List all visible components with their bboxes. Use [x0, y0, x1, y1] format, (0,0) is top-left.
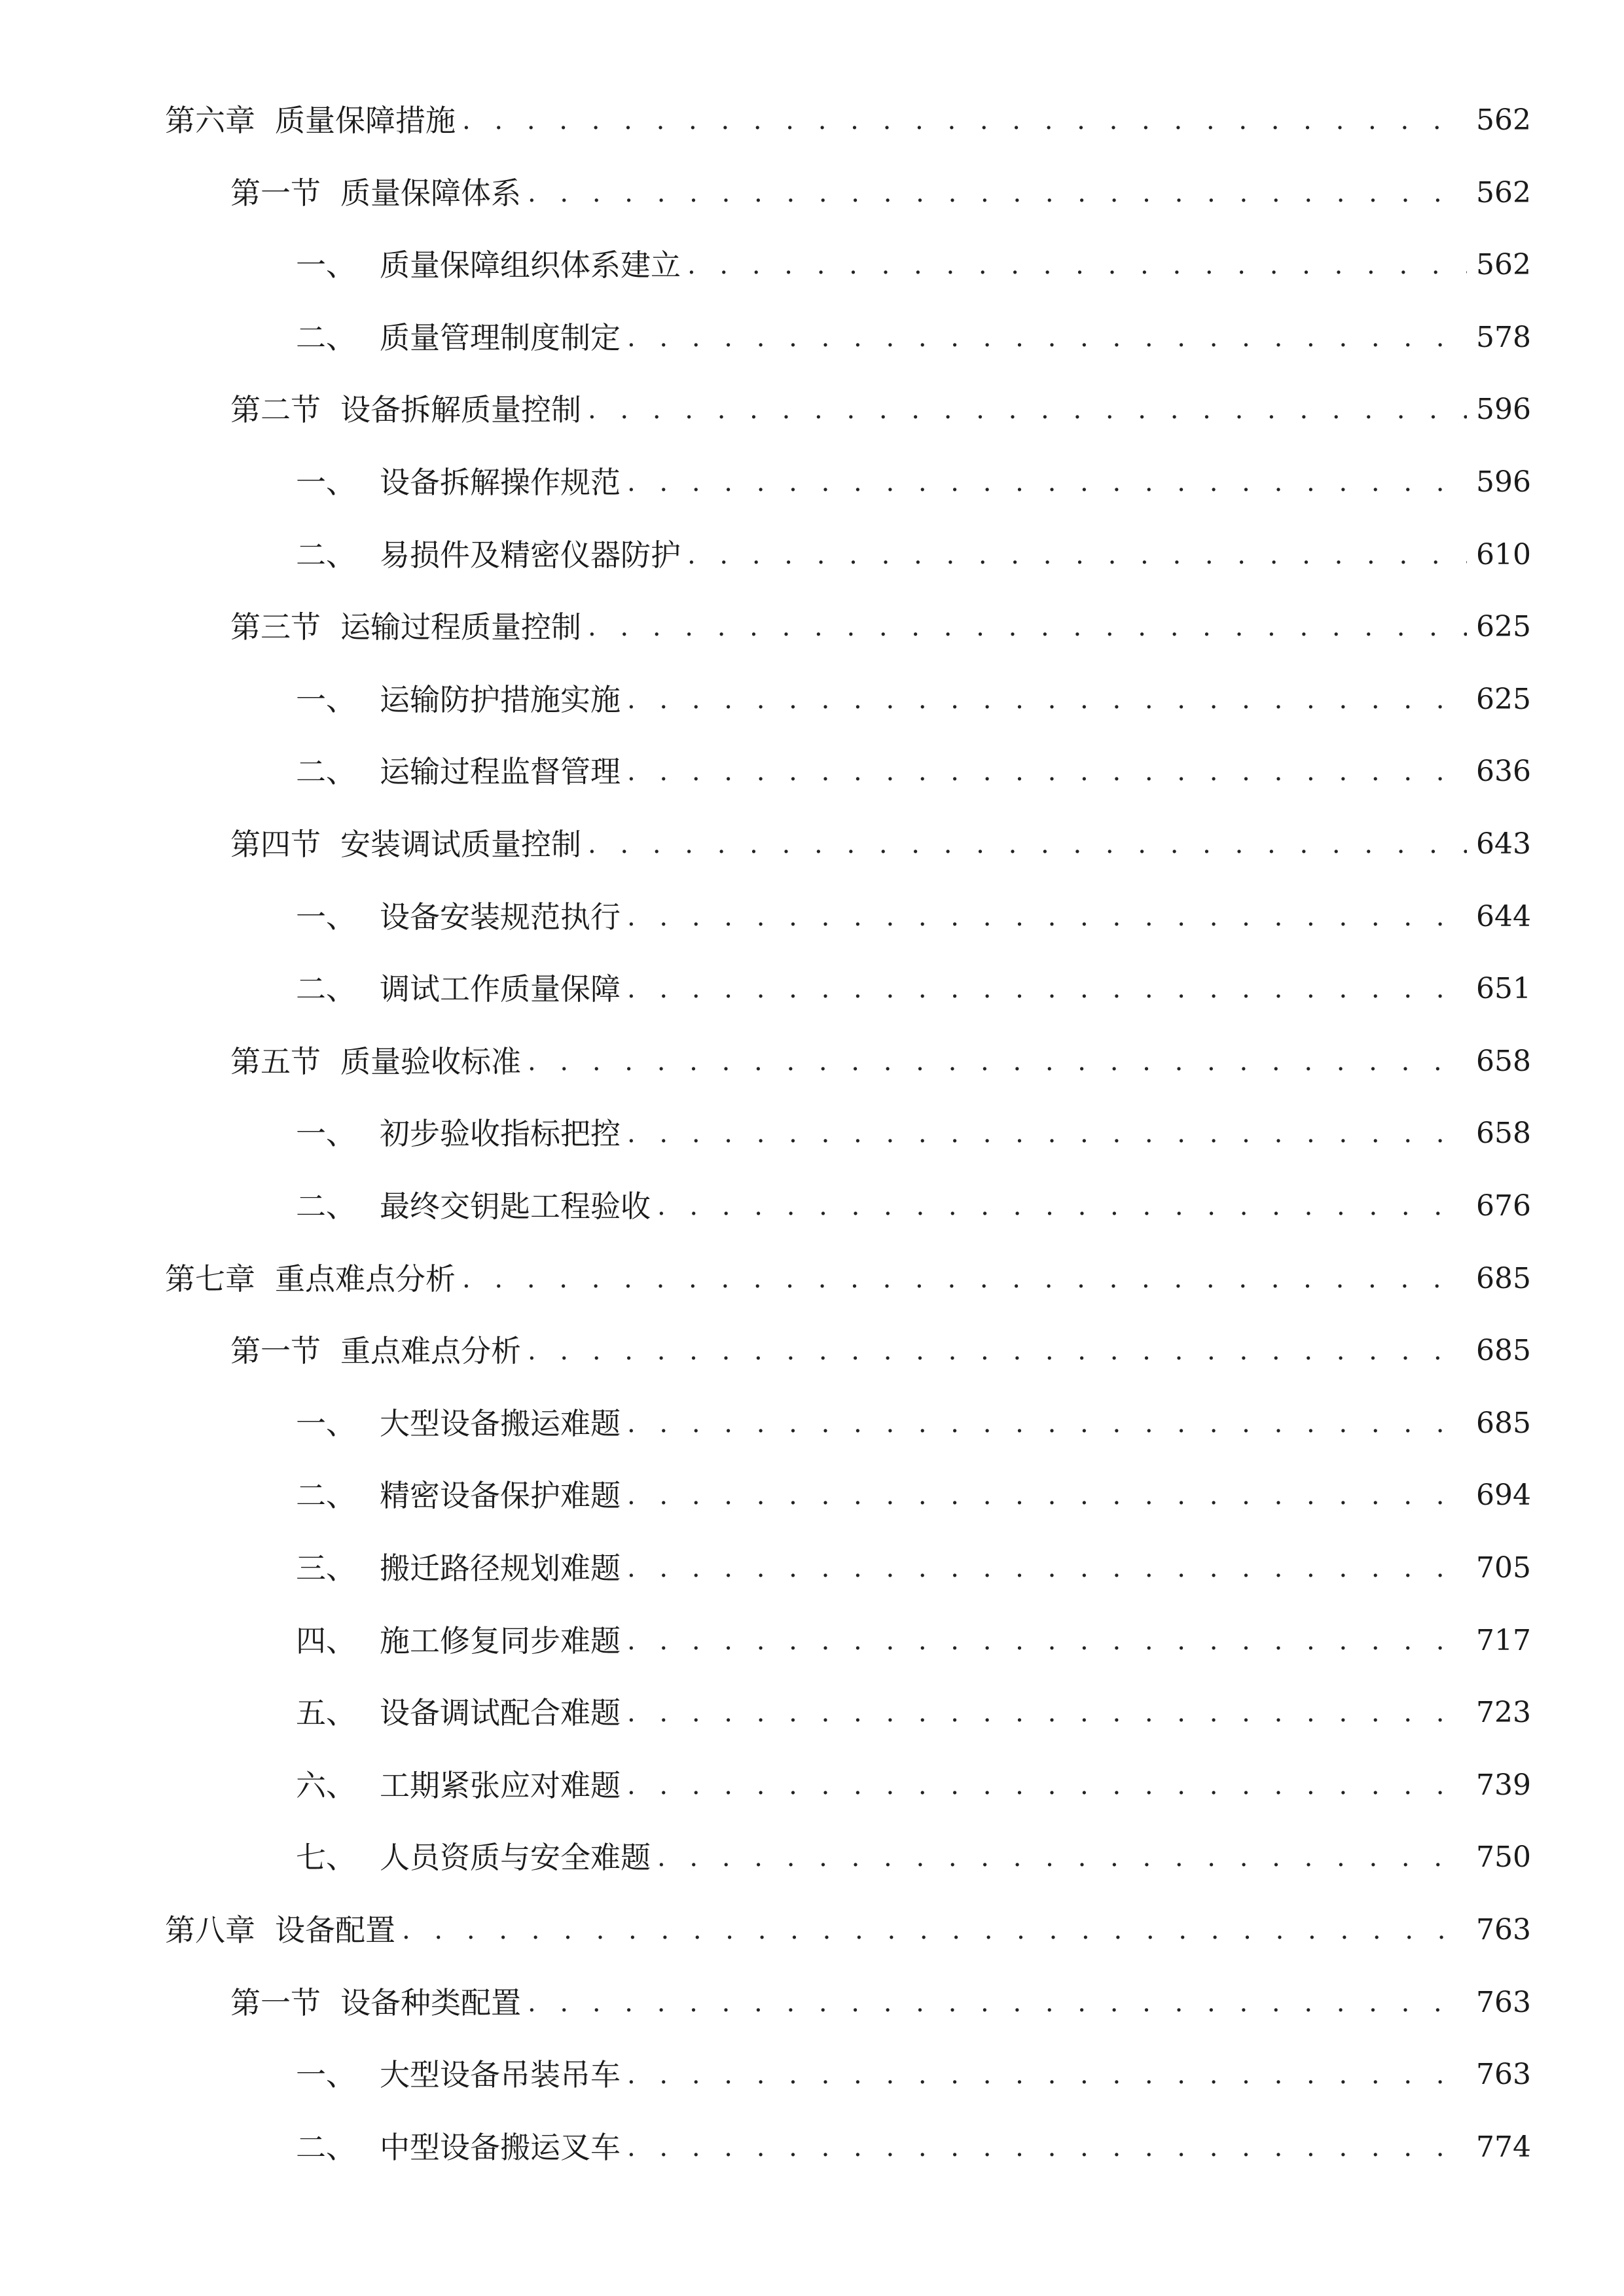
toc-entry-title: 运输过程质量控制: [340, 609, 581, 645]
toc-entry-title: 精密设备保护难题: [380, 1478, 621, 1514]
toc-entry-number: 第七章: [165, 1261, 255, 1297]
toc-page-number: 676: [1476, 1189, 1531, 1223]
toc-entry-label: [296, 531, 681, 579]
toc-dot-leader: [627, 1110, 1467, 1157]
toc-entry[interactable]: [296, 2051, 1531, 2098]
toc-entry-number: 五、: [296, 1695, 356, 1731]
toc-entry-title: 质量验收标准: [340, 1043, 521, 1079]
toc-entry[interactable]: [296, 1183, 1531, 1230]
toc-dot-leader: [588, 821, 1467, 868]
toc-dot-leader: [627, 893, 1467, 941]
toc-dot-leader: [627, 459, 1467, 506]
toc-entry[interactable]: [296, 459, 1531, 506]
toc-dot-leader: [627, 1472, 1467, 1519]
toc-dot-leader: [528, 1038, 1467, 1085]
toc-page-number: 651: [1476, 972, 1531, 1006]
toc-entry-number: 第八章: [165, 1912, 255, 1948]
toc-entry[interactable]: [296, 1545, 1531, 1592]
toc-entry-number: 第一节: [230, 175, 321, 211]
toc-entry-number: 二、: [296, 754, 356, 790]
toc-entry-label: [296, 1400, 621, 1447]
toc-entry-title: 质量管理制度制定: [380, 319, 621, 355]
toc-entry-number: 二、: [296, 537, 356, 573]
toc-entry-label: [230, 1979, 521, 2026]
toc-entry-label: [296, 1689, 621, 1736]
toc-entry[interactable]: [165, 1907, 1531, 1954]
toc-entry-number: 第一节: [230, 1333, 321, 1369]
toc-page-number: 774: [1476, 2130, 1531, 2164]
toc-page-number: 644: [1476, 899, 1531, 933]
toc-entry-label: [296, 748, 621, 795]
toc-page-number: 578: [1476, 320, 1531, 354]
toc-page-number: 717: [1476, 1623, 1531, 1657]
toc-page-number: 562: [1476, 248, 1531, 282]
toc-entry-label: [296, 893, 621, 941]
toc-page-number: 763: [1476, 1985, 1531, 2019]
toc-dot-leader: [462, 97, 1467, 144]
toc-dot-leader: [627, 676, 1467, 723]
toc-entry-label: [296, 1617, 621, 1664]
toc-page-number: 658: [1476, 1117, 1531, 1151]
toc-dot-leader: [657, 1183, 1467, 1230]
toc-page-number: 739: [1476, 1768, 1531, 1802]
toc-entry[interactable]: [296, 1400, 1531, 1447]
toc-entry[interactable]: [165, 97, 1531, 144]
toc-entry-label: [230, 1038, 521, 1085]
toc-page-number: 636: [1476, 755, 1531, 789]
toc-entry-number: 第六章: [165, 103, 255, 138]
toc-dot-leader: [627, 1762, 1467, 1809]
toc-entry-title: 设备配置: [275, 1912, 395, 1948]
toc-entry[interactable]: [230, 386, 1531, 433]
toc-dot-leader: [627, 2124, 1467, 2171]
toc-dot-leader: [687, 242, 1467, 289]
toc-entry-title: 工期紧张应对难题: [380, 1767, 621, 1803]
toc-entry-number: 二、: [296, 1189, 356, 1224]
toc-entry-label: [165, 1907, 395, 1954]
toc-entry[interactable]: [296, 1689, 1531, 1736]
toc-entry-number: 四、: [296, 1623, 356, 1659]
toc-entry[interactable]: [230, 603, 1531, 651]
toc-entry-label: [230, 170, 521, 217]
toc-entry-title: 安装调试质量控制: [340, 827, 581, 862]
toc-page-number: 685: [1476, 1406, 1531, 1440]
toc-entry[interactable]: [296, 1110, 1531, 1157]
toc-entry[interactable]: [296, 531, 1531, 579]
toc-entry-title: 调试工作质量保障: [380, 971, 621, 1007]
toc-entry-title: 大型设备吊装吊车: [380, 2057, 621, 2093]
toc-entry-title: 施工修复同步难题: [380, 1623, 621, 1659]
toc-entry-number: 三、: [296, 1551, 356, 1586]
toc-entry-title: 最终交钥匙工程验收: [380, 1189, 651, 1224]
toc-entry-label: [296, 676, 621, 723]
toc-dot-leader: [462, 1255, 1467, 1302]
toc-page-number: 562: [1476, 175, 1531, 209]
toc-entry-number: 一、: [296, 1116, 356, 1152]
toc-entry-number: 一、: [296, 1405, 356, 1441]
toc-entry[interactable]: [230, 1038, 1531, 1085]
toc-entry-title: 设备调试配合难题: [380, 1695, 621, 1731]
toc-entry-number: 第二节: [230, 392, 321, 428]
toc-dot-leader: [528, 170, 1467, 217]
toc-dot-leader: [627, 1617, 1467, 1664]
toc-dot-leader: [528, 1327, 1467, 1374]
toc-entry-title: 设备拆解操作规范: [380, 465, 621, 500]
toc-entry-label: [230, 603, 581, 651]
toc-dot-leader: [627, 314, 1467, 361]
toc-entry[interactable]: [165, 1255, 1531, 1302]
toc-page-number: 685: [1476, 1334, 1531, 1368]
toc-entry-number: 二、: [296, 2129, 356, 2165]
toc-entry-title: 运输过程监督管理: [380, 754, 621, 790]
toc-dot-leader: [528, 1979, 1467, 2026]
toc-entry[interactable]: [296, 2124, 1531, 2171]
toc-entry[interactable]: [296, 314, 1531, 361]
toc-dot-leader: [402, 1907, 1467, 1954]
toc-entry-number: 七、: [296, 1840, 356, 1876]
toc-page-number: 658: [1476, 1044, 1531, 1078]
toc-entry-label: [296, 314, 621, 361]
toc-entry-label: [296, 1183, 651, 1230]
toc-entry[interactable]: [296, 748, 1531, 795]
toc-dot-leader: [627, 2051, 1467, 2098]
toc-page-number: 685: [1476, 1261, 1531, 1295]
toc-entry-title: 设备种类配置: [340, 1984, 521, 2020]
toc-dot-leader: [627, 748, 1467, 795]
toc-entry-label: [165, 97, 456, 144]
toc-entry[interactable]: [296, 1762, 1531, 1809]
toc-page-number: 596: [1476, 465, 1531, 499]
toc-dot-leader: [627, 1400, 1467, 1447]
toc-page-number: 763: [1476, 1913, 1531, 1946]
toc-entry-title: 易损件及精密仪器防护: [380, 537, 681, 573]
toc-entry-number: 第五节: [230, 1043, 321, 1079]
toc-dot-leader: [588, 603, 1467, 651]
toc-entry[interactable]: [296, 676, 1531, 723]
toc-entry-label: [230, 821, 581, 868]
toc-dot-leader: [627, 1545, 1467, 1592]
toc-entry[interactable]: [296, 1472, 1531, 1519]
toc-dot-leader: [627, 965, 1467, 1013]
toc-entry-number: 第四节: [230, 827, 321, 862]
toc-entry[interactable]: [296, 1834, 1531, 1881]
toc-entry-title: 重点难点分析: [275, 1261, 456, 1297]
toc-page-number: 562: [1476, 103, 1531, 137]
toc-entry-title: 初步验收指标把控: [380, 1116, 621, 1152]
toc-dot-leader: [627, 1689, 1467, 1736]
toc-entry-title: 设备安装规范执行: [380, 899, 621, 935]
toc-page-number: 596: [1476, 393, 1531, 427]
toc-dot-leader: [588, 386, 1467, 433]
toc-entry-title: 搬迁路径规划难题: [380, 1551, 621, 1586]
toc-entry-title: 运输防护措施实施: [380, 681, 621, 717]
toc-entry-label: [296, 1110, 621, 1157]
toc-entry-number: 六、: [296, 1767, 356, 1803]
toc-entry-title: 大型设备搬运难题: [380, 1405, 621, 1441]
toc-entry-number: 一、: [296, 899, 356, 935]
toc-entry[interactable]: [230, 1327, 1531, 1374]
toc-entry-title: 质量保障体系: [340, 175, 521, 211]
toc-entry-number: 二、: [296, 1478, 356, 1514]
toc-page-number: 705: [1476, 1551, 1531, 1585]
toc-entry-title: 质量保障组织体系建立: [380, 247, 681, 283]
toc-page-number: 625: [1476, 610, 1531, 644]
toc-entry-label: [296, 965, 621, 1013]
toc-page-number: 750: [1476, 1840, 1531, 1874]
toc-entry-label: [230, 1327, 521, 1374]
toc-entry-title: 重点难点分析: [340, 1333, 521, 1369]
toc-entry-label: [296, 1762, 621, 1809]
toc-entry[interactable]: [230, 170, 1531, 217]
toc-entry-label: [296, 459, 621, 506]
toc-entry[interactable]: [230, 1979, 1531, 2026]
toc-entry[interactable]: [296, 965, 1531, 1013]
toc-dot-leader: [657, 1834, 1467, 1881]
toc-page-number: 763: [1476, 2058, 1531, 2092]
toc-entry-label: [296, 1545, 621, 1592]
toc-entry-title: 设备拆解质量控制: [340, 392, 581, 428]
toc-entry[interactable]: [296, 1617, 1531, 1664]
toc-entry-label: [296, 2124, 621, 2171]
toc-entry-label: [296, 2051, 621, 2098]
toc-entry-label: [230, 386, 581, 433]
toc-entry-label: [296, 1472, 621, 1519]
toc-page-number: 643: [1476, 827, 1531, 861]
toc-entry-label: [296, 1834, 651, 1881]
toc-page-number: 694: [1476, 1479, 1531, 1513]
toc-entry-label: [296, 242, 681, 289]
toc-entry-number: 二、: [296, 319, 356, 355]
toc-page-number: 625: [1476, 682, 1531, 716]
toc-entry-number: 二、: [296, 971, 356, 1007]
toc-entry[interactable]: [230, 821, 1531, 868]
toc-entry-number: 一、: [296, 681, 356, 717]
toc-entry-number: 一、: [296, 247, 356, 283]
toc-entry-label: [165, 1255, 456, 1302]
toc-page-number: 723: [1476, 1696, 1531, 1730]
toc-page-number: 610: [1476, 537, 1531, 571]
toc-entry-number: 一、: [296, 2057, 356, 2093]
toc-entry[interactable]: [296, 242, 1531, 289]
toc-entry-number: 一、: [296, 465, 356, 500]
toc-entry[interactable]: [296, 893, 1531, 941]
toc-entry-number: 第三节: [230, 609, 321, 645]
toc-entry-title: 人员资质与安全难题: [380, 1840, 651, 1876]
toc-dot-leader: [687, 531, 1467, 579]
toc-entry-number: 第一节: [230, 1984, 321, 2020]
toc-entry-title: 质量保障措施: [275, 103, 456, 138]
toc-entry-title: 中型设备搬运叉车: [380, 2129, 621, 2165]
